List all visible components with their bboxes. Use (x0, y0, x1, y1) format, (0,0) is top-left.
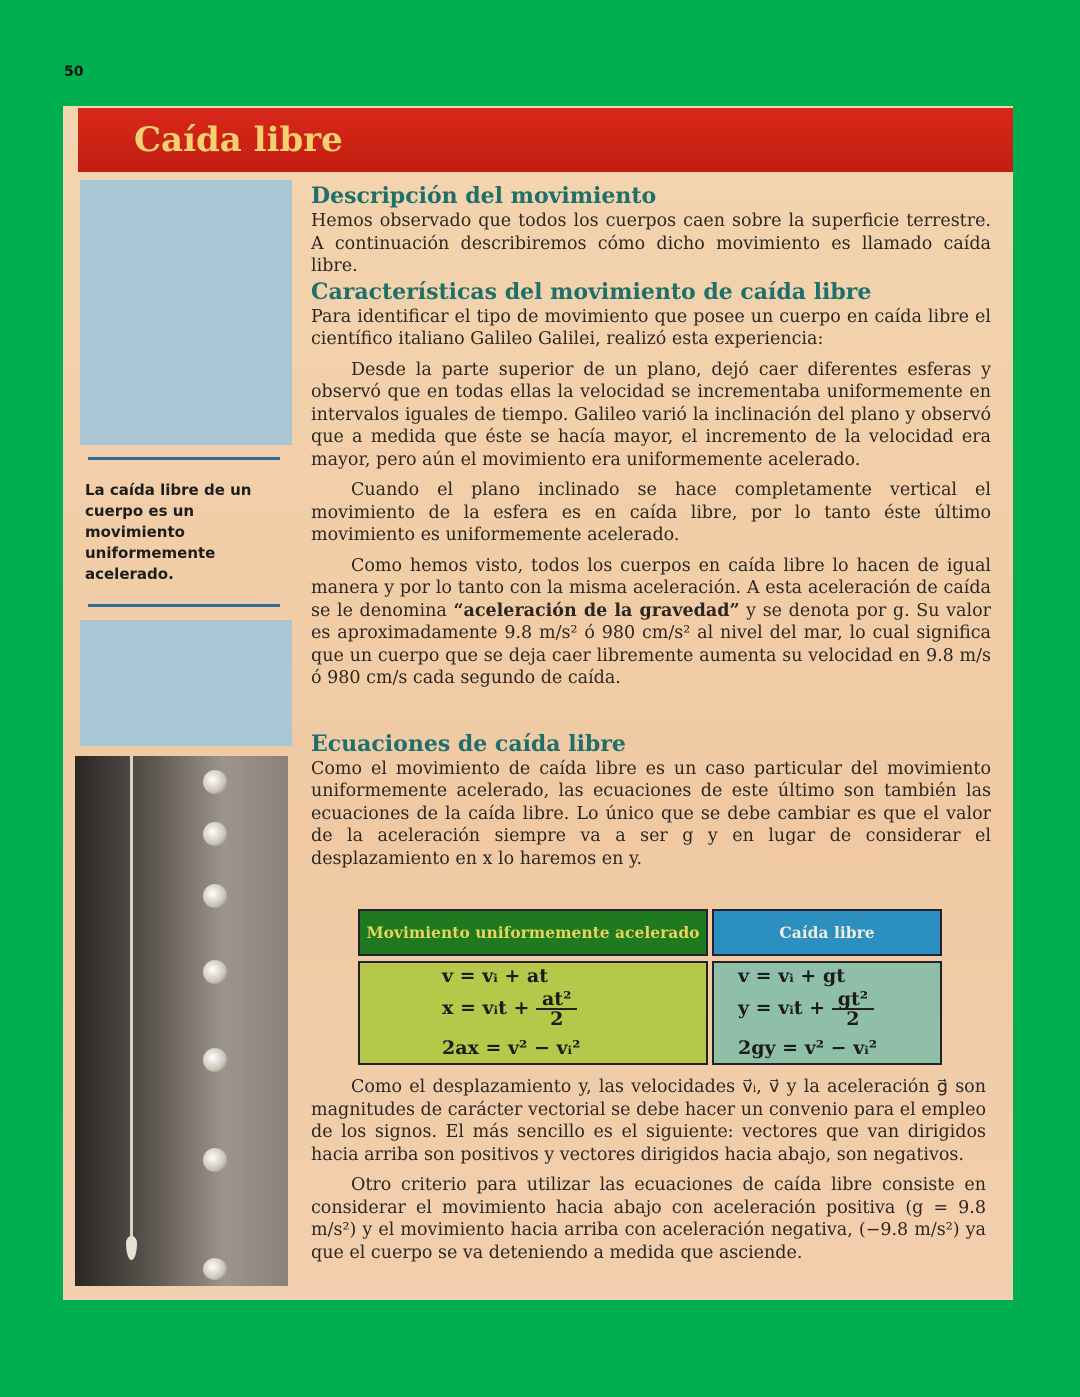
page-number: 50 (64, 64, 84, 80)
denominator: 2 (846, 1008, 860, 1030)
text: y se denota por g. Su valor es aproximadamente 9.8 m/s² ó 980 cm/s² al nivel del mar, lo cual significa que un cuerpo que se deja caer libremente aumenta su velocidad en 9.8 m/s ó 980 cm/s cada segundo de caída. (311, 600, 991, 688)
sidebar-image-placeholder (80, 620, 292, 746)
textbook-page (63, 106, 1013, 1300)
paragraph: Cuando el plano inclinado se hace completamente vertical el movimiento de la esfera es en caída libre, por lo tanto éste último movimiento es uniformemente acelerado. (311, 480, 991, 545)
paragraph: Otro criterio para utilizar las ecuaciones de caída libre consiste en considerar el movimiento hacia abajo con aceleración positiva (g = 9.8 m/s²) y el movimiento hacia arriba con aceleración negativa, (−9.8 m/s²) ya que el cuerpo se va deteniendo a medida que asciende. (311, 1175, 986, 1263)
mua-equations (358, 961, 708, 1065)
paragraph: Como el desplazamiento y, las velocidades v⃗ᵢ, v⃗ y la aceleración g⃗ son magnitudes de carácter vectorial se debe hacer un convenio para el empleo de los signos. El más sencillo es el siguiente: vectores que van dirigidos hacia arriba son positivos y vectores dirigidos hacia abajo, son negativos. (311, 1077, 986, 1165)
numerator: gt² (832, 990, 874, 1010)
paragraph (311, 555, 991, 690)
equation: v = vᵢ + at (442, 965, 549, 987)
ball-image (203, 884, 227, 908)
ball-image (203, 1048, 227, 1072)
sidebar-image-placeholder (80, 180, 292, 445)
divider (88, 604, 280, 607)
equations-table (358, 909, 942, 1065)
denominator: 2 (550, 1008, 564, 1030)
paragraph: Hemos observado que todos los cuerpos caen sobre la superficie terrestre. A continuación describiremos cómo dicho movimiento es llamado caída libre. (311, 211, 991, 276)
ball-image (203, 770, 227, 794)
equation (442, 990, 577, 1028)
key-term: “aceleración de la gravedad” (453, 600, 740, 621)
table-header-mua: Movimiento uniformemente acelerado (358, 909, 708, 956)
ball-image (203, 960, 227, 984)
stroboscopic-falling-ball-photo (75, 756, 288, 1286)
numerator: at² (536, 990, 577, 1010)
title-bar (78, 108, 1013, 172)
divider (88, 457, 280, 460)
main-text (311, 182, 991, 870)
sidebar-caption: La caída libre de un cuerpo es un movimiento uniformemente acelerado. (85, 481, 252, 583)
equation-lhs: x = vᵢt + (442, 997, 530, 1019)
paragraph: Para identificar el tipo de movimiento que posee un cuerpo en caída libre el científico italiano Galileo Galilei, realizó esta experiencia: (311, 306, 991, 349)
page-title: Caída libre (134, 120, 343, 160)
equation: 2gy = v² − vᵢ² (738, 1037, 878, 1059)
table-header-free-fall: Caída libre (712, 909, 942, 956)
ball-image (203, 1148, 227, 1172)
paragraph: Como el movimiento de caída libre es un caso particular del movimiento uniformemente acelerado, las ecuaciones de este último son también las ecuaciones de la caída libre. Lo único que se debe cambiar es que el valor de la aceleración siempre va a ser g y en lugar de considerar el desplazamiento en x lo haremos en y. (311, 758, 991, 869)
ball-image (203, 822, 227, 846)
equation: v = vᵢ + gt (738, 965, 845, 987)
ball-image (203, 1258, 227, 1280)
equation-lhs: y = vᵢt + (738, 997, 826, 1019)
free-fall-equations (712, 961, 942, 1065)
fraction (536, 990, 577, 1028)
equation: 2ax = v² − vᵢ² (442, 1037, 581, 1059)
section-heading: Características del movimiento de caída libre (311, 278, 872, 305)
plumb-line (130, 756, 133, 1256)
main-text-continued (311, 1076, 986, 1264)
text: Como hemos visto, todos los cuerpos en caída libre lo hacen de igual manera y por lo tanto con la misma aceleración. A esta aceleración de caída se le denomina (311, 555, 991, 621)
section-heading: Ecuaciones de caída libre (311, 730, 626, 757)
paragraph: Desde la parte superior de un plano, dejó caer diferentes esferas y observó que en todas ellas la velocidad se incrementaba uniformemente en intervalos iguales de tiempo. Galileo varió la inclinación del plano y observó que a medida que éste se hacía mayor, el incremento de la velocidad era mayor, pero aún el movimiento era uniformemente acelerado. (311, 359, 991, 470)
fraction (832, 990, 874, 1028)
equation (738, 990, 874, 1028)
plumb-bob (126, 1236, 137, 1260)
section-heading: Descripción del movimiento (311, 183, 657, 209)
